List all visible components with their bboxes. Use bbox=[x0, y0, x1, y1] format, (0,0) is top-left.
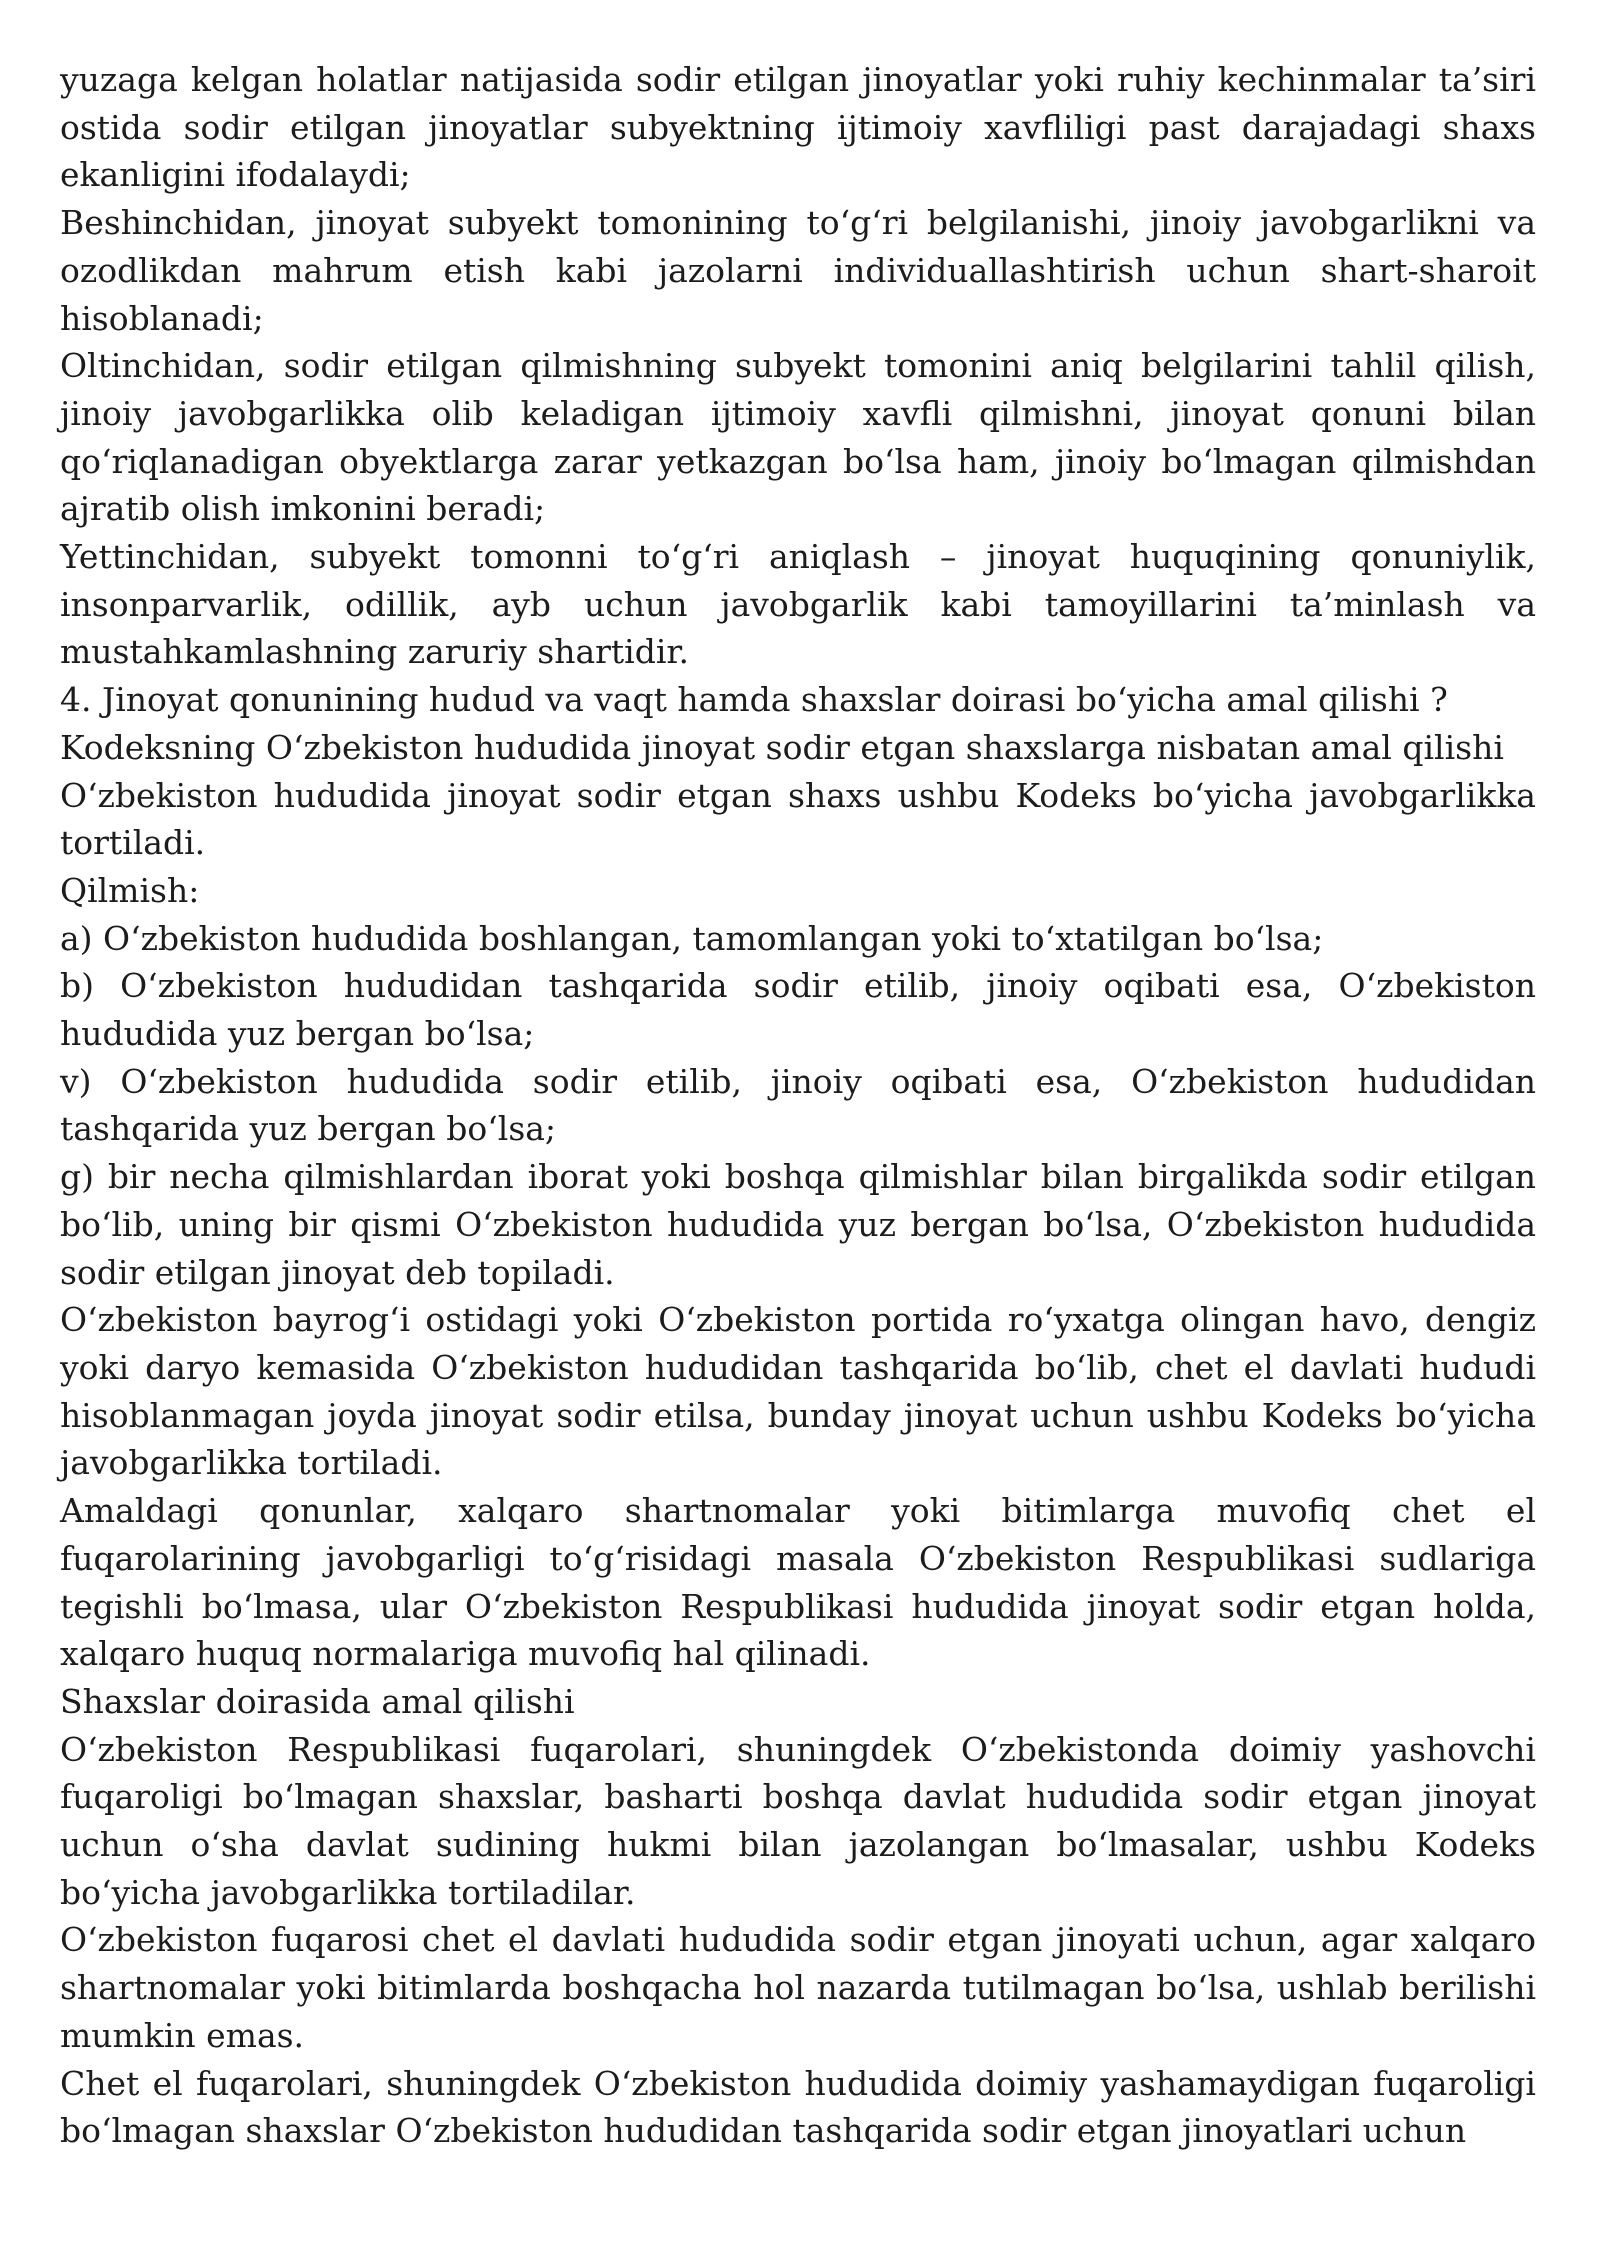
list-item-g: g) bir necha qilmishlardan iborat yoki boshqa qilmishlar bilan birgalikda sodir etilgan bo‘lib, uning bir qismi O‘zbekiston hududida yuz bergan bo‘lsa, O‘zbekiston hududida sodir etilgan jinoyat deb topiladi. bbox=[60, 1157, 1536, 1292]
document-page bbox=[60, 56, 1536, 2155]
label-act: Qilmish: bbox=[60, 870, 200, 910]
paragraph-seventh-point: Yettinchidan, subyekt tomonni to‘g‘ri aniqlash – jinoyat huquqining qonuniylik, insonparvarlik, odillik, ayb uchun javobgarlik kabi tamoyillarini ta’minlash va mustahkamlashning zaruriy shartidir. bbox=[60, 537, 1536, 672]
paragraph-extradition: O‘zbekiston fuqarosi chet el davlati hududida sodir etgan jinoyati uchun, agar xalqaro shartnomalar yoki bitimlarda boshqacha hol nazarda tutilmagan bo‘lsa, ushlab berilishi mumkin emas. bbox=[60, 1920, 1536, 2055]
section-heading-persons: Shaxslar doirasida amal qilishi bbox=[60, 1681, 575, 1721]
paragraph-ships: O‘zbekiston bayrog‘i ostidagi yoki O‘zbekiston portida ro‘yxatga olingan havo, dengiz yoki daryo kemasida O‘zbekiston hududidan tashqarida bo‘lib, chet el davlati hududi hisoblanmagan joyda jinoyat sodir etilsa, bunday jinoyat uchun ushbu Kodeks bo‘yicha javobgarlikka tortiladi. bbox=[60, 1300, 1536, 1483]
paragraph-foreign-citizens-law: Amaldagi qonunlar, xalqaro shartnomalar yoki bitimlarga muvofiq chet el fuqarolarining javobgarligi to‘g‘risidagi masala O‘zbekiston Respublikasi sudlariga tegishli bo‘lmasa, ular O‘zbekiston Respublikasi hududida jinoyat sodir etgan holda, xalqaro huquq normalariga muvofiq hal qilinadi. bbox=[60, 1491, 1536, 1674]
paragraph-sixth-point: Oltinchidan, sodir etilgan qilmishning subyekt tomonini aniq belgilarini tahlil qilish, jinoiy javobgarlikka olib keladigan ijtimoiy xavfli qilmishni, jinoyat qonuni bilan qo‘riqlanadigan obyektlarga zarar yetkazgan bo‘lsa ham, jinoiy bo‘lmagan qilmishdan ajratib olish imkonini beradi; bbox=[60, 346, 1536, 529]
paragraph-subject-low-danger: yuzaga kelgan holatlar natijasida sodir etilgan jinoyatlar yoki ruhiy kechinmalar ta’siri ostida sodir etilgan jinoyatlar subyektning ijtimoiy xavfliligi past darajadagi shaxs ekanligini ifodalaydi; bbox=[60, 60, 1536, 195]
paragraph-liability-territory: O‘zbekiston hududida jinoyat sodir etgan shaxs ushbu Kodeks bo‘yicha javobgarlikka tortiladi. bbox=[60, 775, 1536, 863]
question-heading: 4. Jinoyat qonunining hudud va vaqt hamda shaxslar doirasi bo‘yicha amal qilishi ? bbox=[60, 680, 1448, 720]
paragraph-citizens-liability: O‘zbekiston Respublikasi fuqarolari, shuningdek O‘zbekistonda doimiy yashovchi fuqaroligi bo‘lmagan shaxslar, basharti boshqa davlat hududida sodir etgan jinoyat uchun o‘sha davlat sudining hukmi bilan jazolangan bo‘lmasalar, ushbu Kodeks bo‘yicha javobgarlikka tortiladilar. bbox=[60, 1729, 1536, 1912]
list-item-a: a) O‘zbekiston hududida boshlangan, tamomlangan yoki to‘xtatilgan bo‘lsa; bbox=[60, 918, 1324, 958]
list-item-v: v) O‘zbekiston hududida sodir etilib, jinoiy oqibati esa, O‘zbekiston hududidan tashqarida yuz bergan bo‘lsa; bbox=[60, 1061, 1536, 1149]
list-item-b: b) O‘zbekiston hududidan tashqarida sodir etilib, jinoiy oqibati esa, O‘zbekiston hududida yuz bergan bo‘lsa; bbox=[60, 966, 1536, 1054]
paragraph-fifth-point: Beshinchidan, jinoyat subyekt tomonining to‘g‘ri belgilanishi, jinoiy javobgarlikni va ozodlikdan mahrum etish kabi jazolarni individuallashtirish uchun shart-sharoit hisoblanadi; bbox=[60, 203, 1536, 338]
section-heading-territory: Kodeksning O‘zbekiston hududida jinoyat sodir etgan shaxslarga nisbatan amal qilishi bbox=[60, 727, 1504, 767]
paragraph-foreign-persons: Chet el fuqarolari, shuningdek O‘zbekiston hududida doimiy yashamaydigan fuqaroligi bo‘lmagan shaxslar O‘zbekiston hududidan tashqarida sodir etgan jinoyatlari uchun bbox=[60, 2063, 1536, 2151]
